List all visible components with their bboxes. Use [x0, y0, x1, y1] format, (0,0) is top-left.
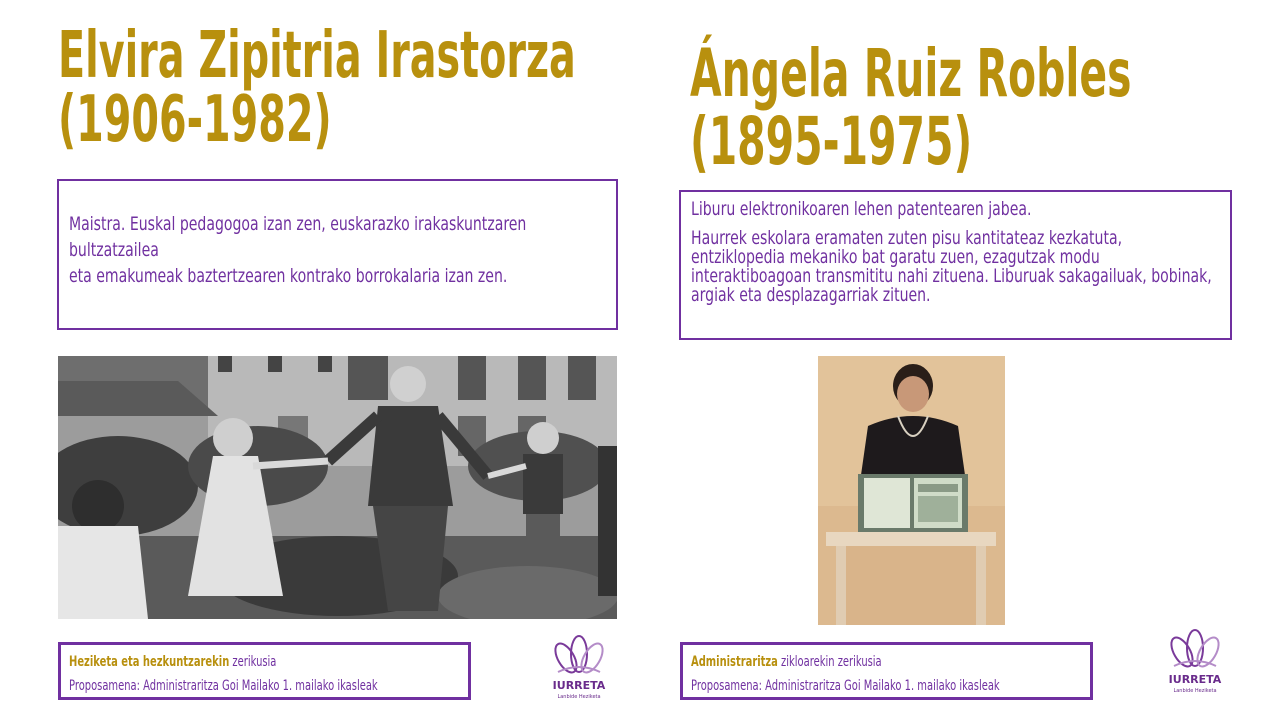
footer-proposal: Proposamena: Administraritza Goi Mailako 1. mailako ikasleak	[69, 678, 378, 694]
logo-subtext: Lanbide Heziketa	[557, 694, 601, 700]
footer-highlight: Heziketa eta hezkuntzarekin	[69, 654, 230, 670]
footer-text: zerikusia	[229, 654, 277, 670]
footer-box-angela	[680, 642, 1093, 700]
logo-text: IURRETA	[552, 679, 606, 692]
lotus-icon	[544, 632, 614, 678]
logo-subtext: Lanbide Heziketa	[1173, 688, 1217, 694]
footer-box-elvira	[58, 642, 471, 700]
photo-elvira-with-children	[58, 356, 617, 619]
title-name: Ángela Ruiz Robles	[690, 35, 1132, 112]
description-paragraph: Haurrek eskolara eramaten zuten pisu kantitateaz kezkatuta, entziklopedia mekaniko bat garatu zuen, ezagutzak modu interaktiboagoan transmititu nahi zituena. Liburuak sakagailuak, bobinak, argiak eta desplazagarriak zituen.	[691, 227, 1212, 306]
description-line: Maistra. Euskal pedagogoa izan zen, euskarazko irakaskuntzaren bultzatzailea	[69, 213, 527, 261]
footer-proposal: Proposamena: Administraritza Goi Mailako 1. mailako ikasleak	[691, 678, 1000, 694]
description-paragraph: Liburu elektronikoaren lehen patentearen jabea.	[691, 198, 1032, 220]
description-line: eta emakumeak baztertzearen kontrako borrokalaria izan zen.	[69, 265, 508, 287]
title-name: Elvira Zipitria Irastorza	[58, 19, 576, 93]
photo-angela-with-mechanical-encyclopedia	[818, 356, 1005, 625]
title-elvira-zipitria	[58, 19, 576, 157]
lotus-icon	[1160, 626, 1230, 672]
logo-text: IURRETA	[1168, 673, 1222, 686]
title-years: (1906-1982)	[58, 83, 332, 157]
footer-highlight: Administraritza	[691, 654, 778, 670]
description-box-elvira	[57, 179, 618, 330]
title-years: (1895-1975)	[690, 103, 973, 180]
title-angela-ruiz	[690, 35, 1132, 180]
footer-line	[69, 650, 458, 674]
footer-text: zikloarekin zerikusia	[777, 654, 882, 670]
iurreta-logo	[1160, 626, 1230, 696]
iurreta-logo	[544, 632, 614, 702]
description-box-angela	[679, 190, 1232, 340]
footer-line	[691, 650, 1080, 674]
